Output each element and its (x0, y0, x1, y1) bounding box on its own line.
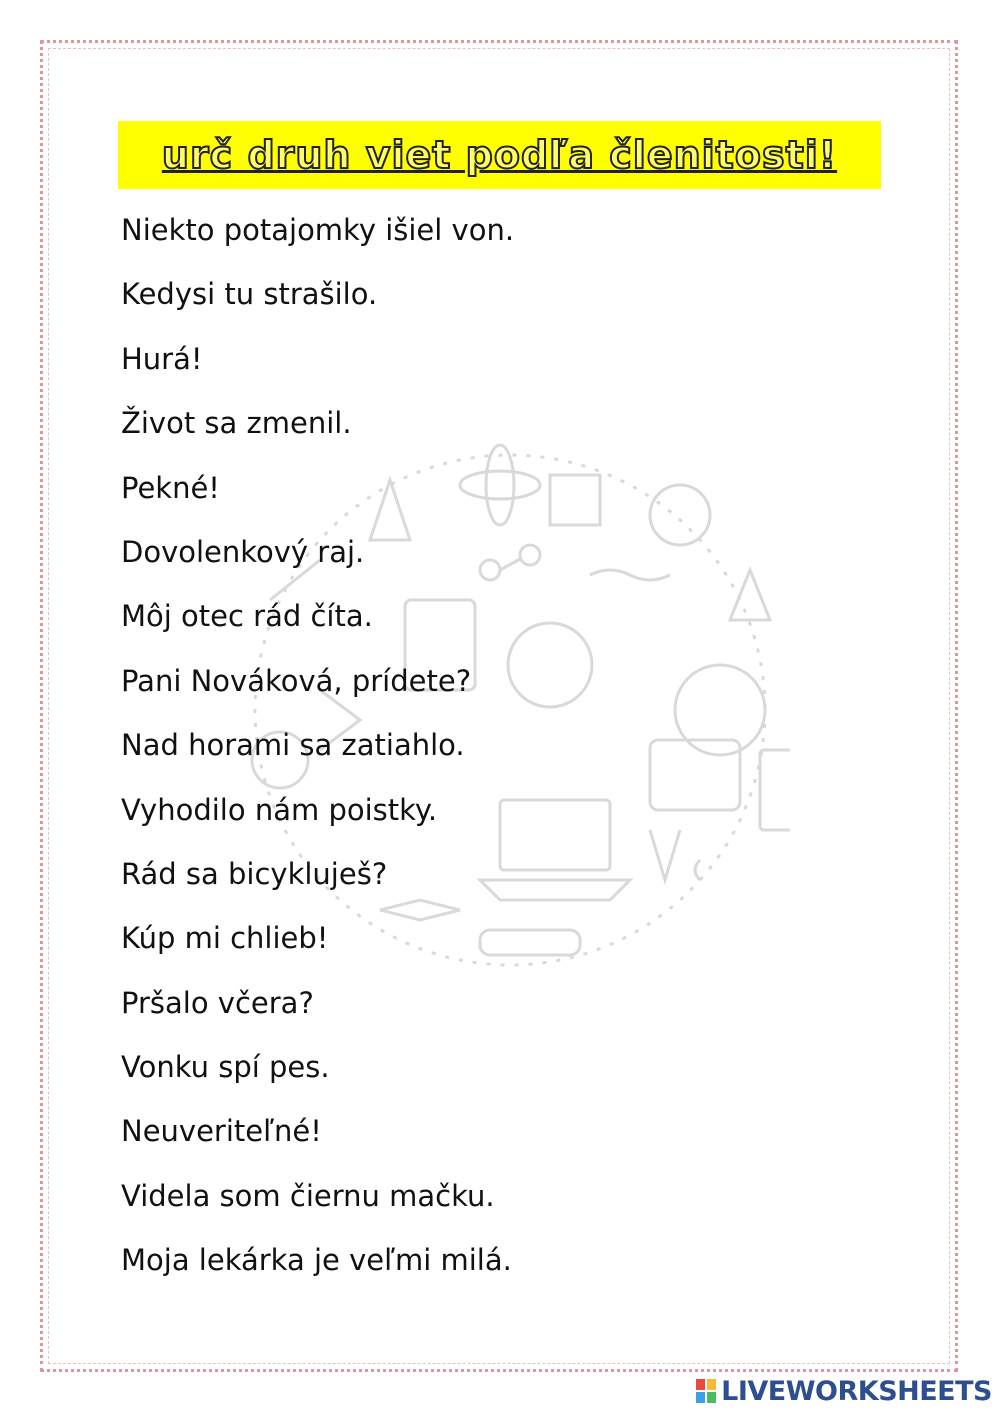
liveworksheets-logo-icon (695, 1378, 717, 1404)
sentence-item: Nad horami sa zatiahlo. (121, 728, 465, 763)
sentence-item: Rád sa bicykluješ? (121, 856, 388, 891)
sentence-item: Vonku spí pes. (121, 1050, 330, 1085)
sentence-item: Videla som čiernu mačku. (121, 1178, 495, 1213)
sentence-item: Moja lekárka je veľmi milá. (121, 1243, 512, 1278)
sentence-item: Dovolenkový raj. (121, 534, 365, 569)
liveworksheets-brand: LIVEWORKSHEETS (721, 1375, 992, 1407)
sentence-item: Život sa zmenil. (121, 406, 352, 441)
sentence-item: Pani Nováková, prídete? (121, 663, 472, 698)
sentence-item: Hurá! (121, 341, 203, 376)
sentence-item: Môj otec rád číta. (121, 599, 373, 634)
worksheet-title: urč druh viet podľa členitosti! (161, 133, 838, 177)
sentence-item: Pršalo včera? (121, 985, 314, 1020)
sentence-item: Vyhodilo nám poistky. (121, 792, 438, 827)
sentence-list (121, 205, 514, 1300)
sentence-item: Pekné! (121, 470, 220, 505)
liveworksheets-logo[interactable] (695, 1375, 992, 1407)
sentence-item: Kúp mi chlieb! (121, 921, 329, 956)
sentence-item: Neuveriteľné! (121, 1114, 322, 1149)
sentence-item: Kedysi tu strašilo. (121, 277, 378, 312)
sentence-item: Niekto potajomky išiel von. (121, 213, 515, 247)
title-banner (118, 121, 881, 189)
